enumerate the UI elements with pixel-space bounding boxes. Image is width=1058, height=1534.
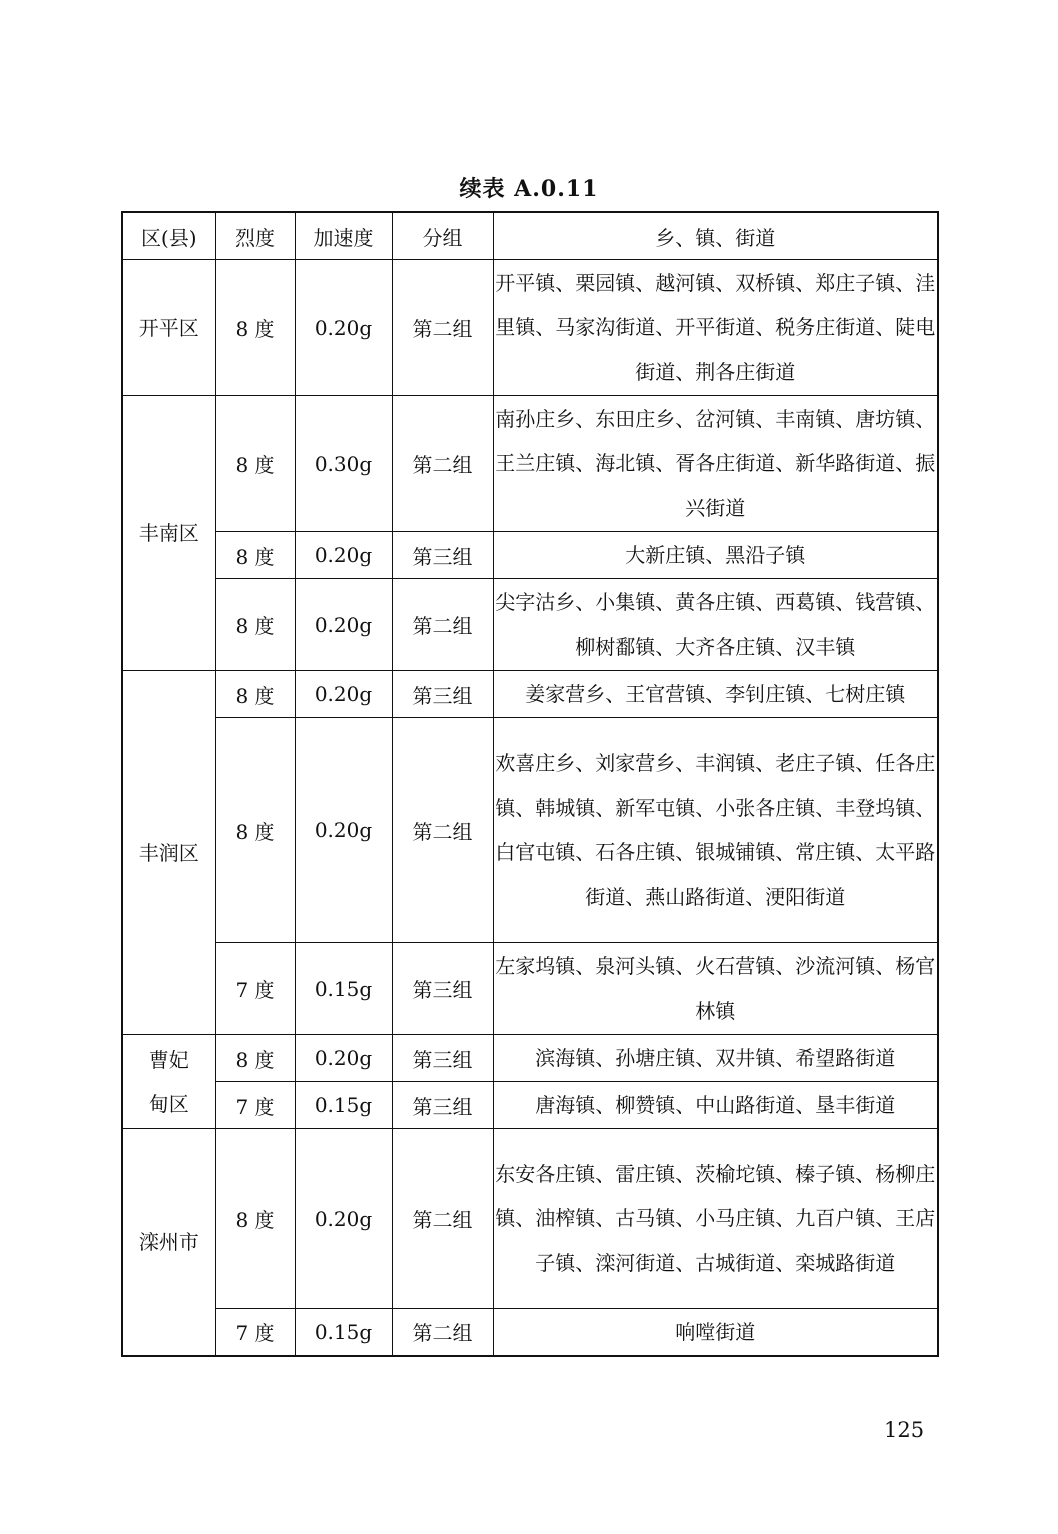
acceleration-cell: 0.20g xyxy=(295,1035,392,1082)
table-row xyxy=(122,579,938,671)
intensity-cell: 8 度 xyxy=(215,1035,295,1082)
county-cell: 曹妃甸区 xyxy=(122,1035,215,1129)
towns-cell: 滨海镇、孙塘庄镇、双井镇、希望路街道 xyxy=(493,1035,938,1082)
group-cell: 第二组 xyxy=(392,396,493,532)
table-row xyxy=(122,1129,938,1309)
towns-cell: 大新庄镇、黑沿子镇 xyxy=(493,532,938,579)
group-cell: 第二组 xyxy=(392,1129,493,1309)
group-cell: 第三组 xyxy=(392,943,493,1035)
towns-cell: 欢喜庄乡、刘家营乡、丰润镇、老庄子镇、任各庄镇、韩城镇、新军屯镇、小张各庄镇、丰登坞镇、白官屯镇、石各庄镇、银城铺镇、常庄镇、太平路街道、燕山路街道、浭阳街道 xyxy=(493,718,938,943)
header-intensity: 烈度 xyxy=(215,212,295,260)
intensity-cell: 8 度 xyxy=(215,532,295,579)
group-cell: 第二组 xyxy=(392,260,493,396)
header-group: 分组 xyxy=(392,212,493,260)
acceleration-cell: 0.20g xyxy=(295,671,392,718)
intensity-cell: 8 度 xyxy=(215,1129,295,1309)
towns-cell: 开平镇、栗园镇、越河镇、双桥镇、郑庄子镇、洼里镇、马家沟街道、开平街道、税务庄街道、陡电街道、荆各庄街道 xyxy=(493,260,938,396)
table-row xyxy=(122,1035,938,1082)
group-cell: 第二组 xyxy=(392,718,493,943)
page-number: 125 xyxy=(884,1418,925,1442)
intensity-cell: 7 度 xyxy=(215,1309,295,1356)
towns-cell: 尖字沽乡、小集镇、黄各庄镇、西葛镇、钱营镇、柳树鄱镇、大齐各庄镇、汉丰镇 xyxy=(493,579,938,671)
acceleration-cell: 0.20g xyxy=(295,260,392,396)
acceleration-cell: 0.30g xyxy=(295,396,392,532)
header-towns: 乡、镇、街道 xyxy=(493,212,938,260)
intensity-cell: 7 度 xyxy=(215,1082,295,1129)
seismic-table xyxy=(121,211,939,1357)
towns-cell: 东安各庄镇、雷庄镇、茨榆坨镇、榛子镇、杨柳庄镇、油榨镇、古马镇、小马庄镇、九百户镇、王店子镇、滦河街道、古城街道、栾城路街道 xyxy=(493,1129,938,1309)
group-cell: 第三组 xyxy=(392,1035,493,1082)
county-cell: 丰南区 xyxy=(122,396,215,671)
intensity-cell: 8 度 xyxy=(215,260,295,396)
towns-cell: 唐海镇、柳赞镇、中山路街道、垦丰街道 xyxy=(493,1082,938,1129)
county-cell: 滦州市 xyxy=(122,1129,215,1356)
header-county: 区(县) xyxy=(122,212,215,260)
table-row xyxy=(122,1309,938,1356)
acceleration-cell: 0.20g xyxy=(295,532,392,579)
intensity-cell: 8 度 xyxy=(215,671,295,718)
group-cell: 第三组 xyxy=(392,1082,493,1129)
intensity-cell: 8 度 xyxy=(215,579,295,671)
header-acceleration: 加速度 xyxy=(295,212,392,260)
table-row xyxy=(122,718,938,943)
county-cell: 丰润区 xyxy=(122,671,215,1035)
table-row xyxy=(122,532,938,579)
header-row xyxy=(122,212,938,260)
group-cell: 第二组 xyxy=(392,579,493,671)
table-row xyxy=(122,671,938,718)
towns-cell: 姜家营乡、王官营镇、李钊庄镇、七树庄镇 xyxy=(493,671,938,718)
county-cell: 开平区 xyxy=(122,260,215,396)
acceleration-cell: 0.15g xyxy=(295,943,392,1035)
table-row xyxy=(122,396,938,532)
acceleration-cell: 0.20g xyxy=(295,1129,392,1309)
table-title: 续表 A.0.11 xyxy=(459,176,599,202)
acceleration-cell: 0.15g xyxy=(295,1309,392,1356)
table-row xyxy=(122,260,938,396)
intensity-cell: 8 度 xyxy=(215,718,295,943)
group-cell: 第三组 xyxy=(392,532,493,579)
table-row xyxy=(122,1082,938,1129)
towns-cell: 南孙庄乡、东田庄乡、岔河镇、丰南镇、唐坊镇、王兰庄镇、海北镇、胥各庄街道、新华路街道、振兴街道 xyxy=(493,396,938,532)
acceleration-cell: 0.15g xyxy=(295,1082,392,1129)
table-row xyxy=(122,943,938,1035)
intensity-cell: 7 度 xyxy=(215,943,295,1035)
towns-cell: 左家坞镇、泉河头镇、火石营镇、沙流河镇、杨官林镇 xyxy=(493,943,938,1035)
group-cell: 第三组 xyxy=(392,671,493,718)
towns-cell: 响嘡街道 xyxy=(493,1309,938,1356)
acceleration-cell: 0.20g xyxy=(295,718,392,943)
acceleration-cell: 0.20g xyxy=(295,579,392,671)
intensity-cell: 8 度 xyxy=(215,396,295,532)
group-cell: 第二组 xyxy=(392,1309,493,1356)
